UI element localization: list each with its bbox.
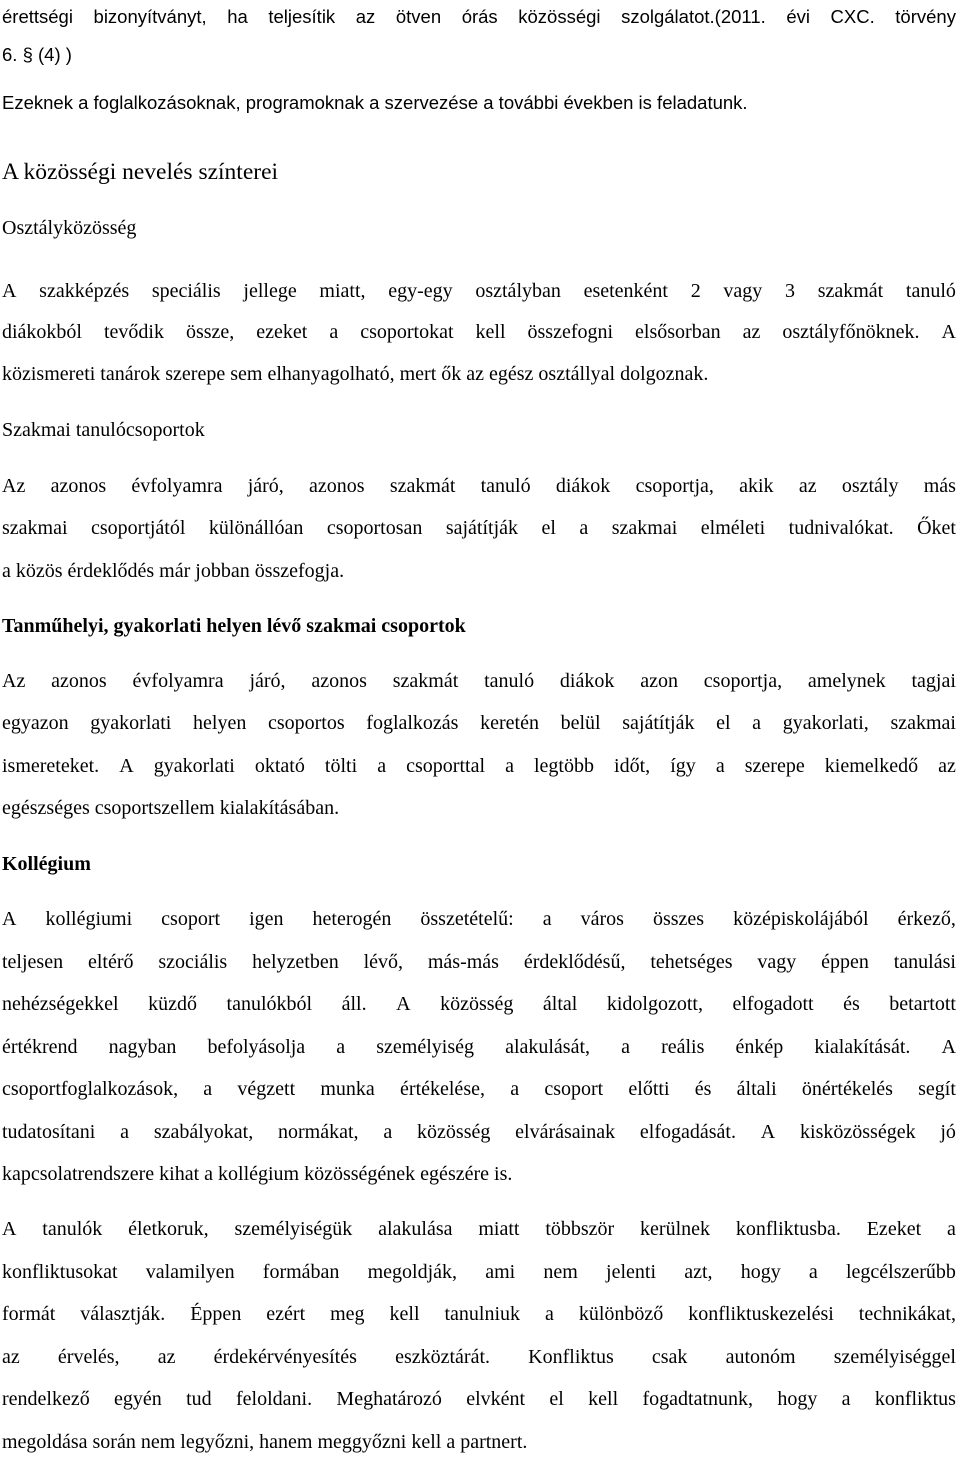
- word: előtti: [628, 1078, 670, 1100]
- word: konfliktuskezelési: [688, 1303, 834, 1325]
- word: betartott: [889, 993, 956, 1015]
- kollegium-p2-line-6: megoldása során nem legyőzni, hanem meggyőzni kell a partnert.: [2, 1431, 528, 1453]
- szakmai-line-3: a közös érdeklődés már jobban összefogja.: [2, 560, 345, 582]
- word: szabályokat,: [153, 1121, 254, 1143]
- word: értékrend: [2, 1036, 78, 1058]
- word: osztályban: [475, 280, 561, 302]
- word: bizonyítványt,: [93, 6, 207, 27]
- word: a: [203, 1078, 213, 1100]
- word: feloldani.: [236, 1388, 313, 1410]
- word: teljesítik: [268, 6, 336, 27]
- word: miatt: [478, 1218, 520, 1240]
- word: oktató: [254, 755, 305, 777]
- word: Ezeket: [866, 1218, 922, 1240]
- word: érkező,: [897, 908, 956, 930]
- word: értékelése,: [400, 1078, 485, 1100]
- word: azonos: [50, 475, 107, 497]
- word: összes: [652, 908, 705, 930]
- word: a: [621, 1036, 630, 1058]
- word: egy-egy: [388, 280, 453, 302]
- kollegium-p2-line-2: [2, 1262, 956, 1282]
- word: közösség: [417, 1121, 491, 1143]
- word: így: [670, 755, 696, 777]
- word: tanulókból: [226, 993, 313, 1015]
- word: különböző: [578, 1303, 664, 1325]
- word: életkoruk,: [128, 1218, 209, 1240]
- word: munka: [320, 1078, 375, 1100]
- kollegium-p1-line-2: [2, 952, 956, 972]
- tanmuhelyi-line-1: [2, 671, 956, 691]
- word: a: [329, 321, 339, 343]
- word: elfogadását.: [639, 1121, 736, 1143]
- word: énkép: [735, 1036, 784, 1058]
- word: az: [2, 1346, 20, 1368]
- tanmuhelyi-heading: Tanműhelyi, gyakorlati helyen lévő szakmai csoportok: [2, 615, 466, 637]
- word: igen: [249, 908, 284, 930]
- word: csoportja,: [703, 670, 783, 692]
- word: szakmai: [890, 712, 956, 734]
- word: éppen: [821, 951, 869, 973]
- word: formát: [2, 1303, 56, 1325]
- word: legcélszerűbb: [845, 1261, 956, 1283]
- word: el: [549, 1388, 564, 1410]
- word: város: [580, 908, 624, 930]
- word: a: [383, 1121, 393, 1143]
- word: tanulási: [893, 951, 956, 973]
- word: gyakorlati: [153, 755, 235, 777]
- kollegium-p1-line-5: [2, 1079, 956, 1099]
- word: foglalkozás: [366, 712, 459, 734]
- word: 3: [784, 280, 795, 302]
- word: Meghatározó: [336, 1388, 442, 1410]
- word: személyiséggel: [833, 1346, 956, 1368]
- word: és: [843, 993, 860, 1015]
- word: belül: [560, 712, 601, 734]
- word: 2: [690, 280, 701, 302]
- word: lévő,: [363, 951, 403, 973]
- word: azt,: [684, 1261, 713, 1283]
- word: tudatosítani: [2, 1121, 96, 1143]
- word: önértékelés: [801, 1078, 893, 1100]
- kollegium-p1-line-6: [2, 1122, 956, 1142]
- word: jellege: [243, 280, 297, 302]
- word: az: [157, 1346, 176, 1368]
- kollegium-p2-line-4: [2, 1347, 956, 1367]
- kollegium-p2-line-1: [2, 1219, 956, 1239]
- tanmuhelyi-line-3: [2, 756, 956, 776]
- word: kisközösségek: [800, 1121, 916, 1143]
- kollegium-p2-line-3: [2, 1304, 956, 1324]
- word: szakmai: [2, 517, 68, 539]
- word: tehetséges: [650, 951, 733, 973]
- word: jelenti: [606, 1261, 657, 1283]
- intro-line-1: [2, 8, 956, 27]
- word: helyen: [193, 712, 247, 734]
- word: csoportos: [267, 712, 345, 734]
- word: keretén: [480, 712, 539, 734]
- word: csoport: [544, 1078, 604, 1100]
- word: gyakorlati,: [782, 712, 869, 734]
- intro-line-2: 6. § (4) ): [2, 44, 72, 65]
- word: a: [808, 1261, 818, 1283]
- word: szakmát: [817, 280, 884, 302]
- word: ezeket: [256, 321, 308, 343]
- word: különállóan: [208, 517, 304, 539]
- word: időt,: [614, 755, 651, 777]
- osztalykozosseg-heading: Osztályközösség: [2, 217, 137, 239]
- word: kell: [475, 321, 506, 343]
- word: teljesen: [2, 951, 64, 973]
- word: a: [946, 1218, 956, 1240]
- word: közösség: [440, 993, 514, 1015]
- word: vagy: [723, 280, 763, 302]
- word: A: [119, 755, 134, 777]
- word: a: [579, 517, 589, 539]
- word: elfogadott: [732, 993, 814, 1015]
- word: tagjai: [911, 670, 956, 692]
- word: Konfliktus: [528, 1346, 614, 1368]
- word: eszköztárát.: [395, 1346, 491, 1368]
- word: diákok: [555, 475, 611, 497]
- word: A: [760, 1121, 776, 1143]
- word: A: [2, 280, 17, 302]
- word: csoportosan: [326, 517, 423, 539]
- word: elvárásainak: [515, 1121, 616, 1143]
- kollegium-p1-line-1: [2, 909, 956, 929]
- word: áll.: [341, 993, 367, 1015]
- word: azonos: [311, 670, 367, 692]
- kollegium-p1-line-7: kapcsolatrendszere kihat a kollégium közösségének egészére is.: [2, 1163, 513, 1185]
- word: alakulását,: [505, 1036, 591, 1058]
- word: a: [542, 908, 552, 930]
- word: jó: [940, 1121, 956, 1143]
- word: tud: [186, 1388, 212, 1410]
- word: akik: [739, 475, 774, 497]
- word: tanuló: [905, 280, 956, 302]
- word: azonos: [51, 670, 107, 692]
- word: az: [355, 6, 376, 27]
- word: a: [545, 1303, 554, 1325]
- word: A: [941, 321, 956, 343]
- word: befolyásolja: [207, 1036, 306, 1058]
- word: hogy: [740, 1261, 781, 1283]
- word: gyakorlati: [90, 712, 172, 734]
- word: konfliktusokat: [2, 1261, 118, 1283]
- word: csoport: [161, 908, 221, 930]
- word: a: [841, 1388, 851, 1410]
- intro-line-3: Ezeknek a foglalkozásoknak, programoknak a szervezése a további években is feladatunk.: [2, 92, 748, 113]
- word: érdekérvényesítés: [213, 1346, 357, 1368]
- szakmai-line-1: [2, 476, 956, 496]
- word: az: [742, 321, 761, 343]
- word: nehézségekkel: [2, 993, 119, 1015]
- word: tanulók: [42, 1218, 103, 1240]
- word: speciális: [151, 280, 221, 302]
- word: reális: [661, 1036, 705, 1058]
- word: diákokból: [2, 321, 82, 343]
- word: órás: [461, 6, 498, 27]
- word: küzdő: [148, 993, 198, 1015]
- word: járó,: [249, 670, 286, 692]
- word: kiemelkedő: [824, 755, 919, 777]
- word: a: [510, 1078, 520, 1100]
- osztalykozosseg-line-3: közismereti tanárok szerepe sem elhanyagolható, mert ők az egész osztállyal dolgoznak.: [2, 363, 709, 385]
- word: tevődik: [103, 321, 164, 343]
- word: ezért: [266, 1303, 306, 1325]
- word: formában: [262, 1261, 340, 1283]
- kollegium-p1-line-4: [2, 1037, 956, 1057]
- word: középiskolájából: [733, 908, 869, 930]
- word: választják.: [80, 1303, 166, 1325]
- word: ismereteket.: [2, 755, 100, 777]
- word: az: [938, 755, 956, 777]
- word: törvény: [895, 6, 956, 27]
- word: szerepe: [744, 755, 805, 777]
- word: meg: [330, 1303, 365, 1325]
- word: Őket: [917, 517, 956, 539]
- word: tanuló: [484, 670, 535, 692]
- word: miatt,: [319, 280, 366, 302]
- word: érvelés,: [57, 1346, 120, 1368]
- word: ötven: [395, 6, 442, 27]
- word: más-más: [427, 951, 499, 973]
- word: sajátítják: [622, 712, 695, 734]
- word: kialakítását.: [814, 1036, 911, 1058]
- word: konfliktus: [874, 1388, 956, 1410]
- word: nagyban: [108, 1036, 177, 1058]
- word: egyazon: [2, 712, 69, 734]
- word: szolgálatot.(2011.: [621, 6, 766, 27]
- word: vagy: [757, 951, 797, 973]
- osztalykozosseg-line-1: [2, 281, 956, 301]
- word: végzett: [237, 1078, 296, 1100]
- word: csoporttal: [406, 755, 486, 777]
- word: személyiségük: [234, 1218, 353, 1240]
- word: csak: [651, 1346, 688, 1368]
- word: érettségi: [2, 6, 73, 27]
- word: Az: [2, 670, 26, 692]
- word: által: [542, 993, 578, 1015]
- word: normákat,: [278, 1121, 359, 1143]
- word: egyén: [114, 1388, 162, 1410]
- word: szakmát: [389, 475, 456, 497]
- word: a: [505, 755, 514, 777]
- word: a: [752, 712, 762, 734]
- word: járó,: [247, 475, 284, 497]
- word: szakmai: [611, 517, 678, 539]
- word: amelynek: [807, 670, 886, 692]
- tanmuhelyi-line-2: [2, 713, 956, 733]
- word: fogadtatnunk,: [642, 1388, 754, 1410]
- word: kell: [588, 1388, 619, 1410]
- word: évfolyamra: [132, 670, 224, 692]
- word: megoldják,: [367, 1261, 458, 1283]
- word: nem: [543, 1261, 578, 1283]
- word: A: [941, 1036, 956, 1058]
- word: kollégiumi: [45, 908, 133, 930]
- word: tudnivalókat.: [788, 517, 894, 539]
- word: A: [396, 993, 411, 1015]
- word: és: [694, 1078, 712, 1100]
- word: Az: [2, 475, 26, 497]
- word: szociális: [158, 951, 228, 973]
- word: elsősorban: [635, 321, 721, 343]
- word: azon: [640, 670, 678, 692]
- word: A: [2, 908, 17, 930]
- szakmai-heading: Szakmai tanulócsoportok: [2, 419, 205, 441]
- osztalykozosseg-line-2: [2, 322, 956, 342]
- word: konfliktusba.: [735, 1218, 841, 1240]
- section-title: A közösségi nevelés színterei: [2, 159, 279, 185]
- szakmai-line-2: [2, 518, 956, 538]
- word: érdeklődésű,: [523, 951, 626, 973]
- word: többször: [545, 1218, 615, 1240]
- word: helyzetben: [252, 951, 339, 973]
- word: csoportja,: [635, 475, 714, 497]
- word: autonóm: [725, 1346, 796, 1368]
- word: évi: [786, 6, 810, 27]
- word: a: [377, 755, 387, 777]
- word: a: [336, 1036, 346, 1058]
- word: heterogén: [312, 908, 392, 930]
- word: A: [2, 1218, 17, 1240]
- word: segít: [918, 1078, 956, 1100]
- word: sajátítják: [445, 517, 519, 539]
- kollegium-p2-line-5: [2, 1389, 956, 1409]
- word: elméleti: [700, 517, 766, 539]
- word: esetenként: [583, 280, 668, 302]
- word: összetételű:: [420, 908, 514, 930]
- word: el: [716, 712, 731, 734]
- word: technikákat,: [858, 1303, 956, 1325]
- word: közösségi: [518, 6, 601, 27]
- word: személyiség: [376, 1036, 474, 1058]
- word: csoportjától: [91, 517, 186, 539]
- word: Éppen: [190, 1303, 242, 1325]
- word: rendelkező: [2, 1388, 90, 1410]
- word: tölti: [324, 755, 358, 777]
- word: össze,: [185, 321, 235, 343]
- word: kell: [389, 1303, 420, 1325]
- word: évfolyamra: [131, 475, 223, 497]
- word: el: [541, 517, 556, 539]
- word: eltérő: [87, 951, 134, 973]
- word: kerülnek: [640, 1218, 711, 1240]
- word: alakulása: [378, 1218, 453, 1240]
- word: hogy: [777, 1388, 818, 1410]
- word: csoportokat: [360, 321, 454, 343]
- word: szakmát: [392, 670, 459, 692]
- word: osztályfőnöknek.: [782, 321, 920, 343]
- word: általi: [736, 1078, 777, 1100]
- word: tanulniuk: [444, 1303, 521, 1325]
- word: elvként: [466, 1388, 526, 1410]
- word: ami: [485, 1261, 516, 1283]
- word: diákok: [559, 670, 615, 692]
- word: tanuló: [480, 475, 531, 497]
- word: osztály: [841, 475, 899, 497]
- kollegium-p1-line-3: [2, 994, 956, 1014]
- word: összefogni: [527, 321, 614, 343]
- word: valamilyen: [145, 1261, 235, 1283]
- word: a: [120, 1121, 130, 1143]
- word: a: [715, 755, 725, 777]
- word: az: [798, 475, 817, 497]
- word: más: [923, 475, 956, 497]
- word: kidolgozott,: [606, 993, 703, 1015]
- word: csoportfoglalkozások,: [2, 1078, 179, 1100]
- word: azonos: [309, 475, 365, 497]
- word: ha: [227, 6, 248, 27]
- word: CXC.: [830, 6, 875, 27]
- kollegium-heading: Kollégium: [2, 853, 91, 875]
- tanmuhelyi-line-4: egészséges csoportszellem kialakításában.: [2, 797, 340, 819]
- word: legtöbb: [534, 755, 594, 777]
- word: szakképzés: [39, 280, 130, 302]
